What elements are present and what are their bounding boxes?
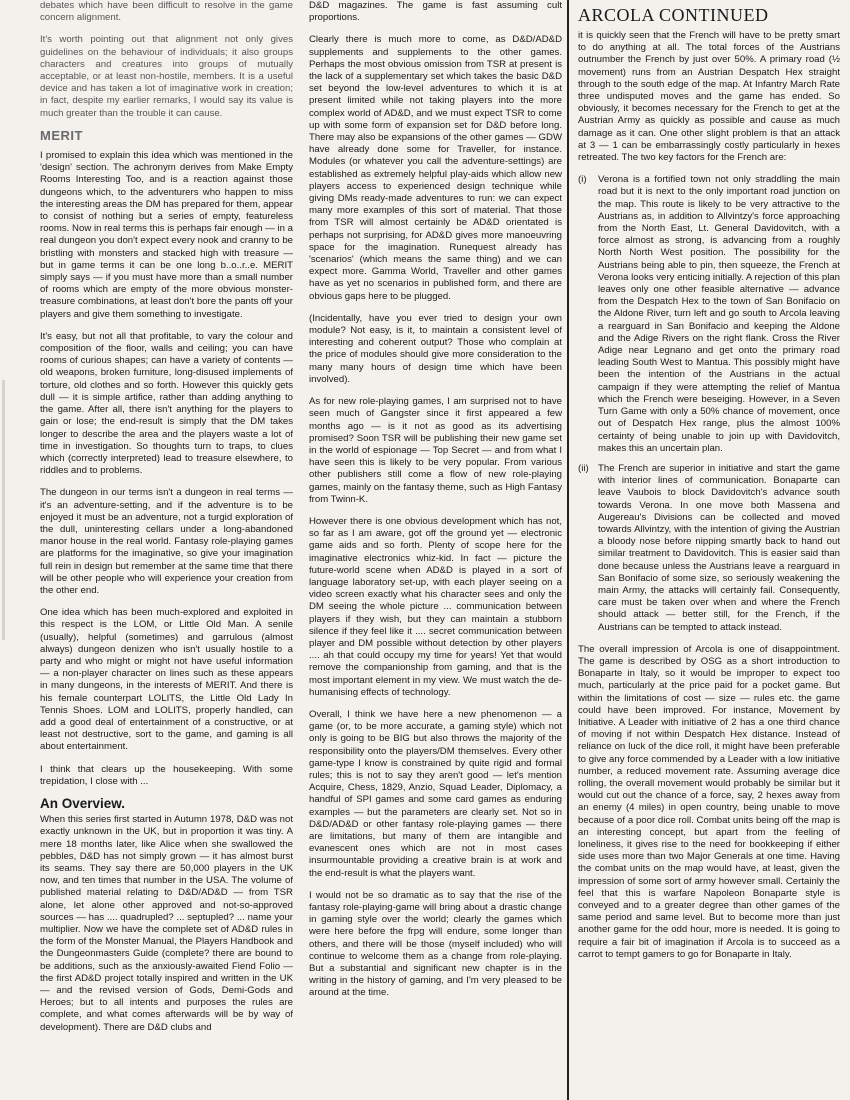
section-heading-overview: An Overview. [40,795,126,811]
paragraph: When this series first started in Autumn 1978, D&D was not exactly unknown in the UK, but in proportion it was tiny. A mere 18 months later, like Alice when she swallowed the pebbles, D&D has not simply grown — it has almost burst its seams. They say there are 50,000 players in the UK now, and ten times that number in the USA. The volume of published material relating to D&D/AD&D — from TSR alone, let alone other approved and not-so-approved sources — has .... quadrupled? ... septupled? ... name your multiplier. Now we have the complete set of AD&D rules in the form of the Monster Manual, the Players Handbook and the Dungeonmasters Guide (complete? there are bound to be additions, such as the anxiously-awaited Fiend Folio — the first AD&D project totally inspired and written in the UK — and the revised version of Gods, Demi-Gods and Heroes; but to all intents and purposes the rules are complete, and what comes afterwards will be by way of development). There are D&D clubs and [40,814,293,1033]
paragraph: However there is one obvious development which has not, so far as I am aware, got off the ground yet — electronic game aids and so forth. Plenty of scope here for the imaginative electronics whiz-kid. In fact — picture the future-world scene when AD&D is played in a sort of language laboratory set-up, with each player seeing on a video screen exactly what his character sees and only the DM seeing the whole picture ... communication between players if they wish, but they can maintain a stubborn silence if they feel like it .... secret communication between player and DM possible without detection by other players .... ah that could occupy my time for years! Yet that would remove the companionship from gaming, and that is the most important element in my view. We must watch the de-humanising effects of technology. [309,515,562,698]
list-item-text: Verona is a fortified town not only straddling the main road but it is next to the only important road junction on the map. This route is likely to be very attractive to the Austrians as, in addition to Allvintzy's force approaching from the North East, Lt. General Davidovitch, with a force almost as strong, is advancing from a roughly North North West position. The possibility for the Austrians being able to pin, then squeeze, the French at Verona looks very enticing initially. A rejection of this plan leaves only one other feasible alternative — advance from the Despatch Hex to the town of San Bonifacio on the Aldone River, turn left and go south to Arcola leaving a rearguard in San Bonifacio and keeping the Aldone and the Adige Rivers on the right flank. Cross the River Adige near Legnano and get onto the primary road leading South West to Mantua. This possibly might have been the intention of the Austrians in the actual campaign if they were attempting the relief of Mantua which the French were beseiging. However, in a Seven Turn Game with only a 50% chance of movement, once out of Despatch Hex range, plus the almost 100% certainty of being unable to join up with Davidovitch, makes this an uncertain plan. [598,174,840,454]
paragraph: debates which have been difficult to resolve in the game concern alignment. [40,0,293,24]
paragraph: The dungeon in our terms isn't a dungeon in real terms — it's an adventure-setting, and if the adventure is to be enjoyed it must be an adventure, not a turgid exploration of the dull, uninteresting cellars under a long-abandoned manor house in the real world. Fantasy role-playing games are platforms for the imaginative, so give your imagination full rein in design but remember at the same time that there will be other people who will experience your creation from the other end. [40,487,293,596]
paragraph: it is quickly seen that the French will have to be pretty smart to do anything at all. The total forces of the Austrians outnumber the French by just over 50%. A primary road (½ movement) runs from an Austrian Despatch Hex straight through to the south edge of the map. At Infantry March Rate three undisputed moves and the game has ended. So obviously, it becomes necessary for the French to get at the Austrian Army as quickly as possible and cause as much damage as it can. One other slight problem is that an attack at 3 — 1 can be embarrassingly costly particularly in hexes retreated. The two key factors for the French are: [578,30,840,164]
column-right [578,0,840,1095]
paragraph: D&D magazines. The game is fast assuming cult proportions. [309,0,562,24]
column-left [40,0,293,1095]
key-factors-list [578,174,840,634]
list-item-number: (i) [578,174,587,186]
page-edge-shadow [2,380,5,640]
column-middle [309,0,562,1095]
paragraph: As for new role-playing games, I am surprised not to have seen much of Gangster since it first appeared a few months ago — is it not as good as its advertising promised? Soon TSR will be publishing their new game set in the world of espionage — Top Secret — and from what I have seen this is likely to be very popular. From various other publishers still come a flow of new role-playing games, mainly on the fantasy theme, such as High Fantasy from Twinn-K. [309,396,562,505]
paragraph: The overall impression of Arcola is one of disappointment. The game is described by OSG as a short introduction to Bonaparte in Italy, so it would be improper to expect too much, particularly at the price paid for a pocket game. But within the limitations of cost — size — rules etc. the game could have been improved. For instance, Movement by Initiative. A Leader with initiative of 2 has a one third chance of moving if not within Despatch Hex distance. Instead of reliance on luck of the dice roll, it might have been preferable to give any force commended by a Leader with a low initiative number, a reduced movement rate. Assuming average dice rolling, the overall movement would probably be similar but it would cut out the chance of a force, say, 2 hexes away from an enemy (4 miles) in open country, being unable to move because of a poor dice roll. Combat units being off the map is an interesting concept, but apart from the feeling of loneliness, it gives rise to the need for bookkeeping if either side uses more than two Major Generals at one time. Having the combat units on the map would have, at least, given the impression of some sort of army however small. Certainly the feel that this is warfare Napoleon Bonaparte style is conveyed and to a greater degree than other games of the same period and same level. But to become more than just another game for the odd hour, more is needed. It is going to require a fair bit of imagination if Arcola is to succeed as a carrot to tempt gamers to go for Bonaparte in Italy. [578,643,840,960]
section-heading-merit: MERIT [40,127,83,143]
paragraph: I promised to explain this idea which was mentioned in the 'design' section. The achronym derives from Make Empty Rooms Interesting Too, and is a reaction against those dungeons which, to the adventurers who happen to miss the interesting areas the DM has prepared for them, appear to consist of nothing but a series of empty, featureless rooms. Now in real terms this is perhaps fair enough — in a real dungeon you don't expect every nook and cranny to be bristling with monsters and stacked high with treasure — but in game terms it can be one long b..o..r..e. MERIT simply says — if you must have more than a small number of rooms which are empty of the more obvious monster-treasure combinations, at least don't bore the pants off your players and give them something to investigate. [40,150,293,320]
list-item-number: (ii) [578,462,589,474]
column-divider [567,0,569,1100]
list-item-text: The French are superior in initiative and start the game with interior lines of communication. Bonaparte can leave Vaubois to block Davidovitch's advance south towards Verona. In one move both Massena and Augereau's Divisions can be collected and moved towards Allvintzy, with the intention of giving the Austrian a bloody nose before nipping smartly back to hand out similar treatment to Davidovitch. This is easier said than done because unless the Austrians leave a rearguard in San Bonifacio of some size, so seriously weakening the main Army, the attacks will certainly fail. Consequently, care must be taken over when and where the French should attack — better still, for the French, if the Austrians can be tempted to attack instead. [598,462,840,633]
paragraph: Clearly there is much more to come, as D&D/AD&D supplements and supplements to the other games. Perhaps the most obvious omission from TSR at present is the lack of a supplementary set which takes the basic D&D set beyond the low-level adventures to which it is at present limited while not taking players into the more complex world of AD&D, and we must expect TSR to come up with some form of expansion set for D&D before long. There may also be expansions of the other games — GDW have already done some for Traveller, for instance. Modules (or whatever you call the adventure-settings) are established as extremely helpful play-aids which allow new players access to experienced design technique while giving DMs ready-made adventures to run: we can expect many more examples of this sort of material. That those from TSR will almost certainly be AD&D orientated is perhaps not surprising, for AD&D gives more manoeuvring space for the imagination. Runequest already has 'scenarios' (which means the same thing) and we can expect more. Gamma World, Traveller and other games have as yet no scenarios in published form, and there are obvious gaps here to be plugged. [309,34,562,302]
paragraph: One idea which has been much-explored and exploited in this respect is the LOM, or Little Old Man. A senile (usually), helpful (sometimes) and garrulous (almost always) dungeon denizen who isn't usually hostile to a party and who might or might not have useful information — a non-player character on lines such as these appears in many dungeons, in the interests of MERIT. And there is his female counterpart LOLITS, the Little Old Lady In Tennis Shoes. LOM and LOLITS, properly handled, can add a good deal of entertainment of a constructive, or at least not destructive, sort to the game, and gaming is all about entertainment. [40,607,293,753]
paragraph: I would not be so dramatic as to say that the rise of the fantasy role-playing-game will bring about a drastic change in gaming style over the world; clearly the games which were here before the frpg will endure, some longer than others, and there will be those (myself included) who will continue to welcome them as a change from role-playing. But a substantial and significant new chapter is in the writing in the history of gaming, and I'm very pleased to be around at the time. [309,889,562,999]
list-item [578,463,840,634]
paragraph: It's easy, but not all that profitable, to vary the colour and composition of the floor, walls and ceiling; you can have rooms of curious shapes; can have a variety of contents — old weapons, broken furniture, long-disused implements of torture, old clothes and so forth. However this quickly gets dull — it is simple artifice, rather than adding anything to the game. After all, there isn't anything for the players to gain or lose; the end-result is simply that the DM takes longer to describe the area and the players waste a lot of time in investigation. So thoughts turn to traps, to clues which (correctly interpreted) lead to treasure elsewhere, to riddles and to problems. [40,330,293,477]
paragraph: Overall, I think we have here a new phenomenon — a game (or, to be more accurate, a gaming style) which not only is going to be BIG but also throws the majority of the responsibility onto the players/DM themselves. Every other game-type I know is constrained by quite rigid and formal rules; this is not to say they aren't good — let's mention Acquire, Chess, 1829, Anzio, Squad Leader, Diplomacy, a handful of SPI games and some card games as enduring examples — but the parameters are clearly set. Not so in D&D/AD&D or other fantasy role-playing games — there are limitations, but many of them are intangible and evanescent ones which are not in most cases insurmountable providing a creative brain is at work and the end-result is what the players want. [309,708,562,879]
list-item [578,174,840,455]
section-title-arcola: ARCOLA CONTINUED [578,5,769,25]
paragraph: (Incidentally, have you ever tried to design your own module? Not easy, is it, to maintain a consistent level of interesting and coherent output? Those who complain at the price of modules should give more consideration to the many many hours of design time which have been involved). [309,312,562,385]
paragraph: I think that clears up the housekeeping. With some trepidation, I close with ... [40,763,293,787]
paragraph: It's worth pointing out that alignment not only gives guidelines on the behaviour of individuals; it also groups characters and creatures into groups of mutually acceptable, or at least non-hostile, members. It is a useful device and has taken a lot of imaginative work in creation; in fact, despite my earlier remarks, I would say its value is much greater than the trouble it can cause. [40,34,293,119]
